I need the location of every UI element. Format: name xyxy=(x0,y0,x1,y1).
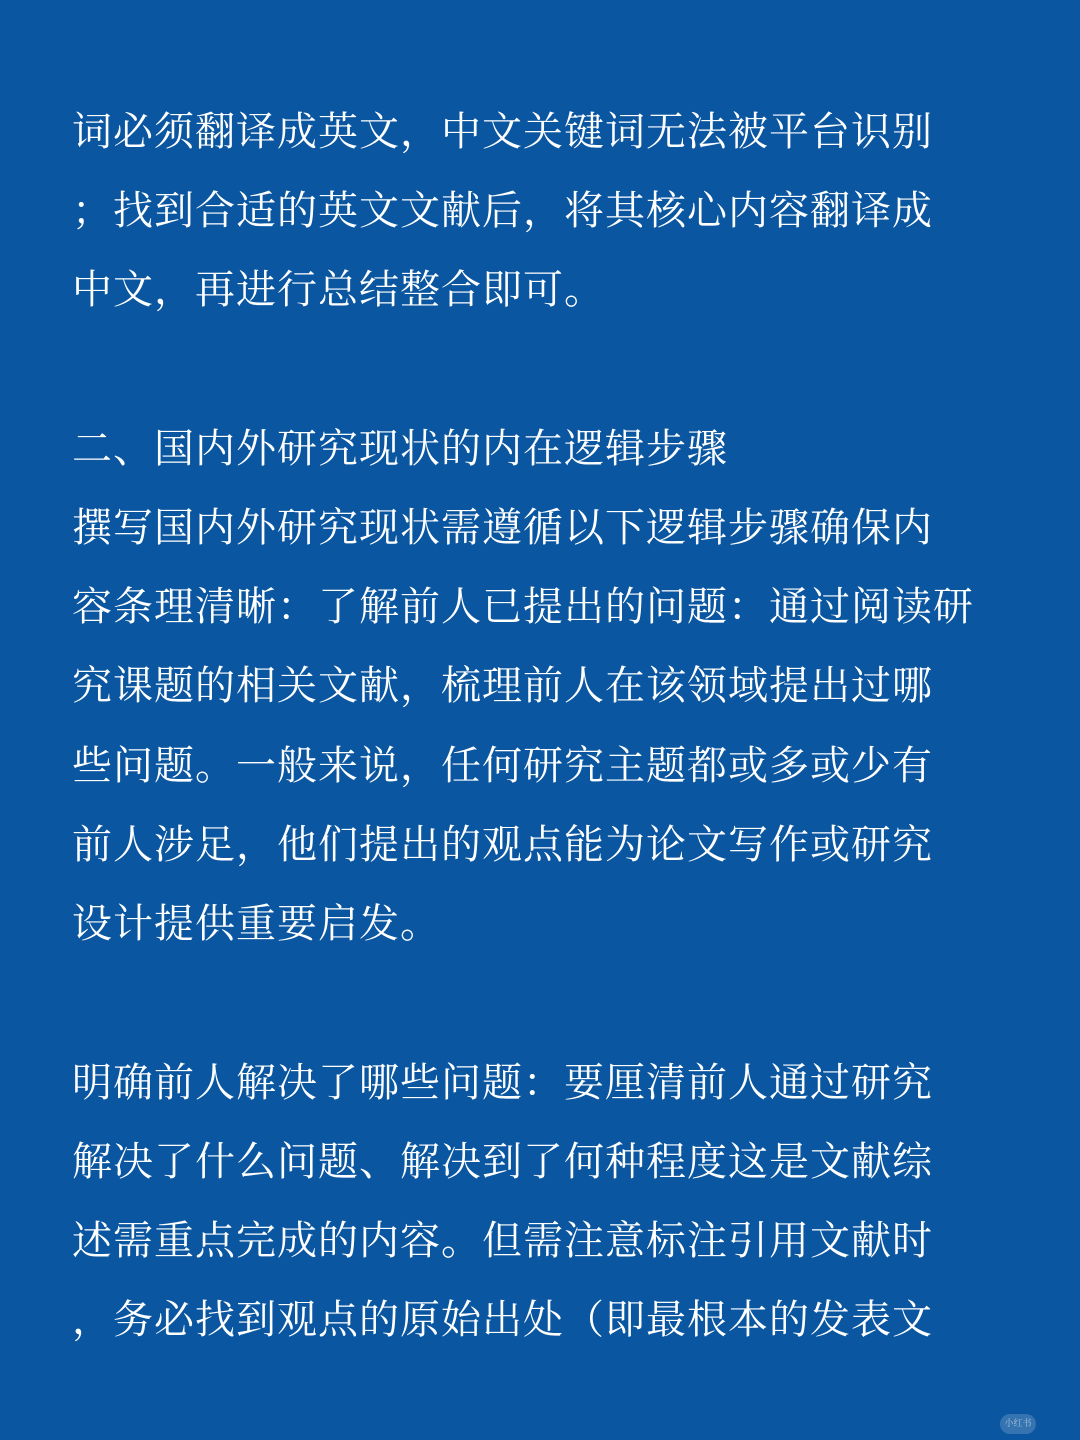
paragraph-1-line-2: ；找到合适的英文文献后，将其核心内容翻译成 xyxy=(72,188,933,234)
paragraph-3-line-2: 解决了什么问题、解决到了何种程度这是文献综 xyxy=(72,1139,933,1185)
paragraph-1-line-3: 中文，再进行总结整合即可。 xyxy=(72,267,605,313)
paragraph-2-line-1: 撰写国内外研究现状需遵循以下逻辑步骤确保内 xyxy=(72,505,933,551)
paragraph-2-line-6: 设计提供重要启发。 xyxy=(72,901,441,947)
section-heading: 二、国内外研究现状的内在逻辑步骤 xyxy=(72,426,728,472)
watermark-logo: 小红书 xyxy=(1000,1414,1036,1434)
paragraph-2-line-4: 些问题。一般来说，任何研究主题都或多或少有 xyxy=(72,743,933,789)
paragraph-3-line-4: ，务必找到观点的原始出处（即最根本的发表文 xyxy=(72,1297,933,1343)
paragraph-3-line-1: 明确前人解决了哪些问题：要厘清前人通过研究 xyxy=(72,1060,933,1106)
paragraph-2-line-2: 容条理清晰：了解前人已提出的问题：通过阅读研 xyxy=(72,584,974,630)
paragraph-3-line-3: 述需重点完成的内容。但需注意标注引用文献时 xyxy=(72,1218,933,1264)
paragraph-1-line-1: 词必须翻译成英文，中文关键词无法被平台识别 xyxy=(72,109,933,155)
paragraph-2-line-3: 究课题的相关文献，梳理前人在该领域提出过哪 xyxy=(72,663,933,709)
paragraph-2-line-5: 前人涉足，他们提出的观点能为论文写作或研究 xyxy=(72,822,933,868)
